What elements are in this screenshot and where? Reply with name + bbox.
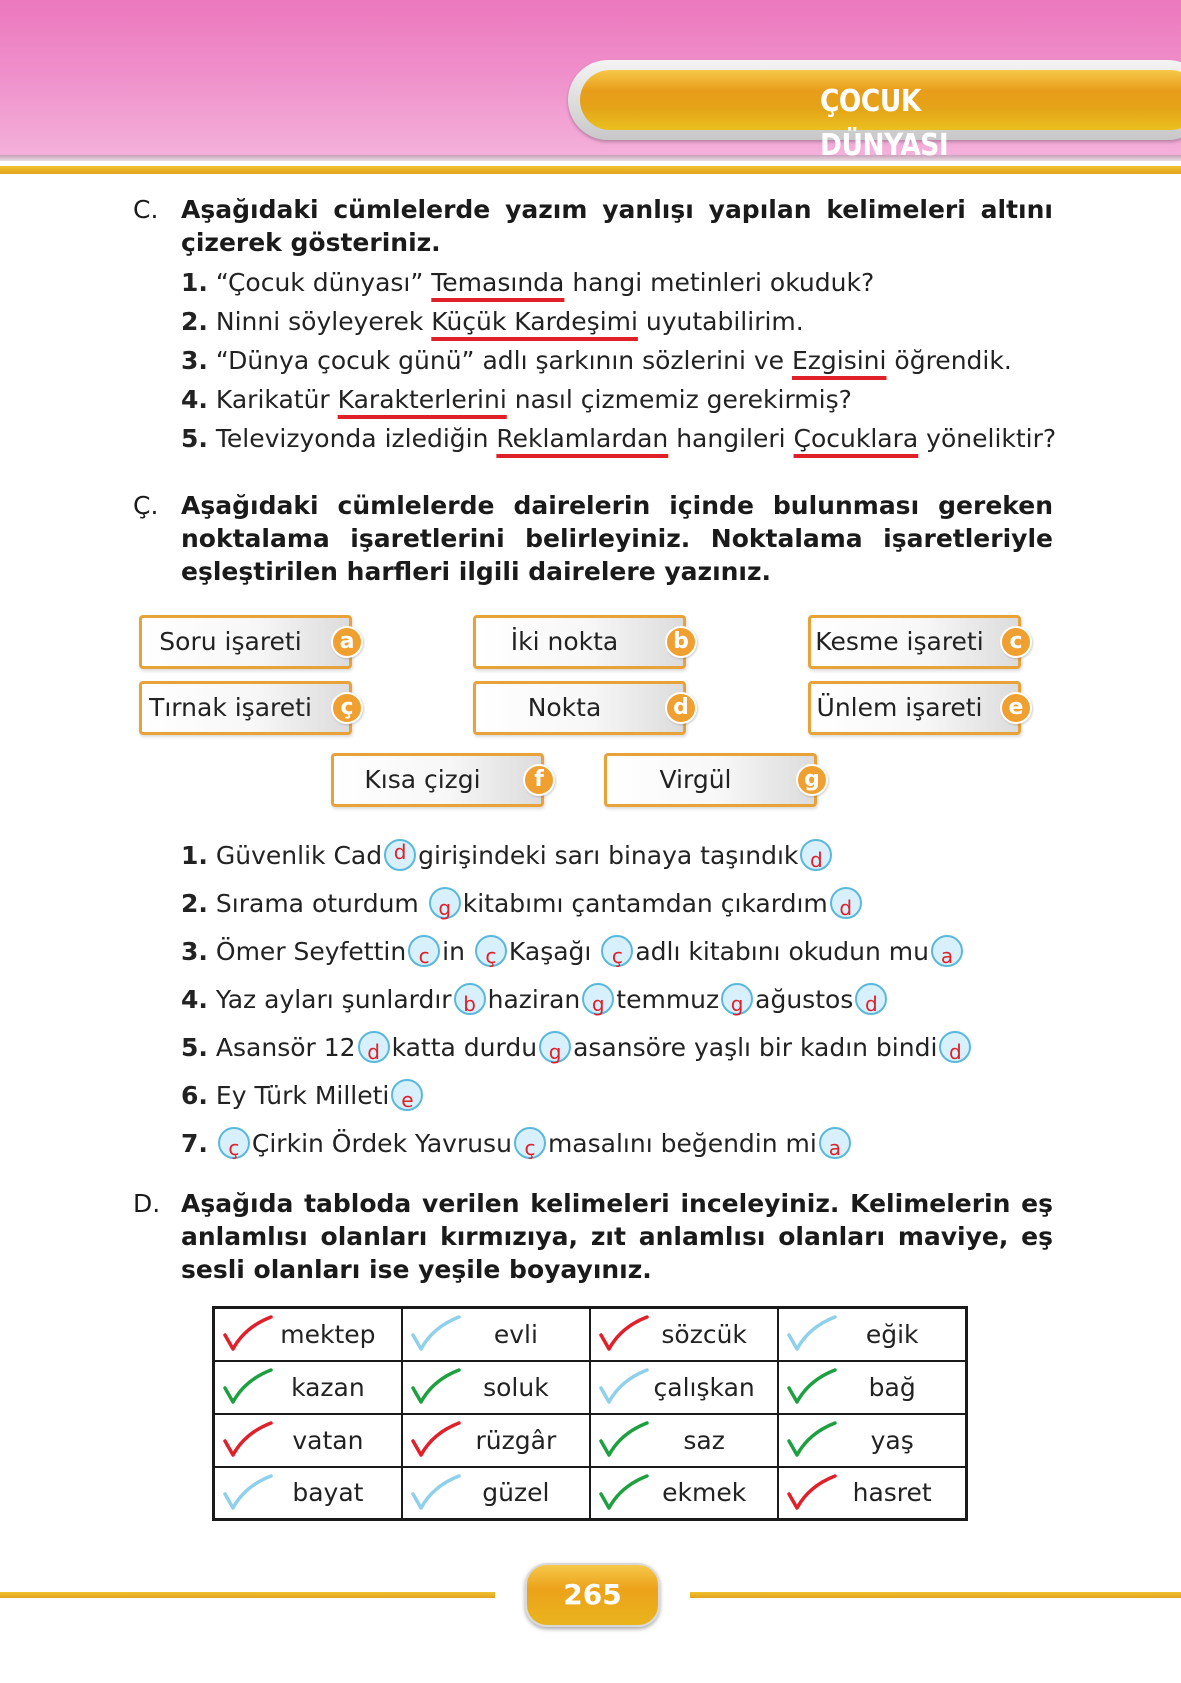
word-text: hasret (852, 1478, 932, 1508)
answer-circle[interactable]: a (931, 935, 963, 967)
answer-circle[interactable]: b (454, 983, 486, 1015)
answer-circle[interactable]: d (384, 839, 416, 871)
word-cell[interactable] (402, 1361, 590, 1414)
answer-circle[interactable]: g (429, 887, 461, 919)
sentence-item (133, 1072, 1053, 1120)
check-mark-icon (409, 1366, 463, 1408)
card-label: Soru işareti (159, 627, 302, 656)
underlined-word: Ezgisini (791, 346, 887, 375)
item-text: yöneliktir? (918, 424, 1057, 453)
answer-circle[interactable]: ç (514, 1127, 546, 1159)
word-cell[interactable] (590, 1308, 778, 1361)
item-number: 3. (181, 346, 208, 375)
card-label: Kesme işareti (815, 627, 984, 656)
list-item (133, 302, 1053, 341)
word-cell[interactable] (590, 1467, 778, 1520)
check-mark-icon (409, 1419, 463, 1461)
word-text: bağ (868, 1372, 916, 1402)
word-cell[interactable] (778, 1467, 966, 1520)
sentence-item (133, 880, 1053, 928)
unit-title: ÇOCUK DÜNYASI (820, 84, 949, 163)
answer-circle[interactable]: ç (475, 935, 507, 967)
sentence-text: Güvenlik Cad (215, 841, 383, 870)
answer-circle[interactable]: a (819, 1127, 851, 1159)
word-text: vatan (292, 1425, 364, 1455)
word-text: ekmek (662, 1478, 747, 1508)
answer-circle[interactable]: ç (601, 935, 633, 967)
instruction-text: Aşağıda tabloda verilen kelimeleri inceleyiniz. Kelimelerin eş anlamlısı olanları kırmızıya, zıt anlamlısı olanları maviye, eş sesli olanları ise yeşile boyayınız. (181, 1189, 1053, 1284)
word-cell[interactable] (214, 1361, 402, 1414)
word-cell[interactable] (590, 1414, 778, 1467)
word-text: soluk (483, 1372, 549, 1402)
check-mark-icon (221, 1419, 275, 1461)
item-text: “Çocuk dünyası” (215, 268, 432, 297)
punctuation-card (473, 681, 689, 735)
sentence-text: kitabımı çantamdan çıkardım (462, 889, 828, 918)
check-mark-icon (597, 1419, 651, 1461)
word-text: çalışkan (653, 1372, 755, 1402)
sentence-text: Kaşağı (508, 937, 600, 966)
check-mark-icon (785, 1472, 839, 1514)
letter-badge: f (523, 764, 555, 796)
answer-circle[interactable]: e (391, 1079, 423, 1111)
item-number: 7. (181, 1129, 208, 1158)
punctuation-sentences (133, 832, 1053, 1168)
item-text: “Dünya çocuk günü” adlı şarkının sözlerini ve (215, 346, 792, 375)
answer-circle[interactable]: d (830, 887, 862, 919)
sentence-text: asansöre yaşlı bir kadın bindi (573, 1033, 938, 1062)
item-text: Ninni söyleyerek (215, 307, 432, 336)
footer-line-left (0, 1592, 495, 1598)
list-item (133, 341, 1053, 380)
word-text: eğik (865, 1319, 919, 1349)
word-text: bayat (292, 1478, 364, 1508)
header-divider-gold (0, 166, 1181, 174)
item-number: 1. (181, 268, 208, 297)
sentence-item (133, 1120, 1053, 1168)
item-number: 1. (181, 841, 208, 870)
item-text: hangi metinleri okuduk? (564, 268, 875, 297)
letter-badge: e (1000, 692, 1032, 724)
answer-circle[interactable]: d (800, 839, 832, 871)
card-label: İki nokta (510, 627, 619, 656)
word-text: saz (683, 1425, 725, 1455)
item-text: hangileri (668, 424, 794, 453)
punctuation-card (331, 753, 544, 807)
check-mark-icon (785, 1366, 839, 1408)
word-cell[interactable] (778, 1308, 966, 1361)
underlined-word: Küçük Kardeşimi (431, 307, 638, 336)
underlined-word: Reklamlardan (496, 424, 669, 453)
sentence-item (133, 832, 1053, 880)
section-c-instruction (133, 193, 1053, 259)
card-label: Virgül (659, 765, 732, 794)
sentence-item (133, 1024, 1053, 1072)
item-text: Televizyonda izlediğin (215, 424, 497, 453)
table-row (214, 1414, 967, 1467)
word-cell[interactable] (214, 1467, 402, 1520)
answer-circle[interactable]: g (539, 1031, 571, 1063)
check-mark-icon (597, 1472, 651, 1514)
answer-circle[interactable]: d (358, 1031, 390, 1063)
word-cell[interactable] (214, 1308, 402, 1361)
letter-badge: c (1000, 626, 1032, 658)
item-text: Karikatür (215, 385, 338, 414)
check-mark-icon (221, 1472, 275, 1514)
item-text: nasıl çizmemiz gerekirmiş? (506, 385, 852, 414)
punctuation-card (808, 615, 1021, 669)
section-letter: D. (133, 1189, 161, 1218)
underlined-word: Çocuklara (793, 424, 919, 453)
item-number: 2. (181, 307, 208, 336)
word-cell[interactable] (590, 1361, 778, 1414)
check-mark-icon (409, 1472, 463, 1514)
sentence-text: haziran (487, 985, 581, 1014)
instruction-text: Aşağıdaki cümlelerde yazım yanlışı yapılan kelimeleri altını çizerek gösteriniz. (181, 195, 1053, 257)
sentence-text: temmuz (616, 985, 720, 1014)
sentence-text: Çirkin Ördek Yavrusu (251, 1129, 512, 1158)
sentence-item (133, 928, 1053, 976)
item-number: 5. (181, 1033, 208, 1062)
letter-badge: ç (331, 692, 363, 724)
word-text: güzel (482, 1478, 550, 1508)
item-number: 5. (181, 424, 208, 453)
check-mark-icon (597, 1366, 651, 1408)
word-text: kazan (291, 1372, 365, 1402)
letter-badge: g (796, 764, 828, 796)
table-row (214, 1467, 967, 1520)
word-text: rüzgâr (475, 1425, 557, 1455)
word-cell[interactable] (778, 1361, 966, 1414)
letter-badge: a (331, 626, 363, 658)
section-letter: Ç. (133, 491, 159, 520)
sentence-text: adlı kitabını okudun mu (635, 937, 929, 966)
word-cell[interactable] (402, 1308, 590, 1361)
page-number: 265 (563, 1578, 622, 1611)
word-text: yaş (870, 1425, 914, 1455)
check-mark-icon (221, 1313, 275, 1355)
check-mark-icon (597, 1313, 651, 1355)
word-cell[interactable] (778, 1414, 966, 1467)
section-d (133, 1187, 1053, 1286)
card-label: Tırnak işareti (149, 693, 312, 722)
list-item (133, 380, 1053, 419)
item-number: 3. (181, 937, 208, 966)
section-letter: C. (133, 195, 159, 224)
answer-circle[interactable]: d (939, 1031, 971, 1063)
instruction-text: Aşağıdaki cümlelerde dairelerin içinde bulunması gereken noktalama işaretlerini belirleyiniz. Noktalama işaretleriyle eşleştirilen harfleri ilgili dairelere yazınız. (181, 491, 1053, 586)
item-number: 6. (181, 1081, 208, 1110)
section-c (133, 193, 1057, 458)
punctuation-card (139, 681, 352, 735)
card-label: Kısa çizgi (364, 765, 481, 794)
underlined-word: Temasında (431, 268, 565, 297)
answer-circle[interactable]: g (721, 983, 753, 1015)
sentence-text: ağustos (755, 985, 854, 1014)
answer-circle[interactable]: d (855, 983, 887, 1015)
sentence-text: girişindeki sarı binaya taşındık (418, 841, 799, 870)
punctuation-card (808, 681, 1024, 735)
word-cell[interactable] (214, 1414, 402, 1467)
punctuation-sentences-container (133, 832, 1053, 1168)
sentence-text: Ömer Seyfettin (215, 937, 407, 966)
letter-badge: d (665, 692, 697, 724)
word-cell[interactable] (402, 1467, 590, 1520)
footer-line-right (690, 1592, 1181, 1598)
check-mark-icon (409, 1313, 463, 1355)
sentence-item (133, 976, 1053, 1024)
underlined-word: Karakterlerini (337, 385, 507, 414)
item-text: uyutabilirim. (637, 307, 804, 336)
word-text: evli (493, 1319, 538, 1349)
list-item (133, 419, 1057, 458)
word-text: mektep (280, 1319, 376, 1349)
page-number-badge (525, 1563, 660, 1627)
table-row (214, 1361, 967, 1414)
card-label: Nokta (527, 693, 602, 722)
sentence-text: Ey Türk Milleti (215, 1081, 390, 1110)
words-table (212, 1306, 968, 1521)
section-d-instruction (133, 1187, 1053, 1286)
answer-circle[interactable]: ç (218, 1127, 250, 1159)
list-item (133, 263, 1053, 302)
section-cc (133, 489, 1053, 588)
word-cell[interactable] (402, 1414, 590, 1467)
check-mark-icon (221, 1366, 275, 1408)
section-cc-instruction (133, 489, 1053, 588)
item-number: 2. (181, 889, 208, 918)
answer-circle[interactable]: c (408, 935, 440, 967)
item-text: öğrendik. (886, 346, 1012, 375)
spelling-items (133, 263, 1057, 458)
item-number: 4. (181, 385, 208, 414)
answer-circle[interactable]: g (582, 983, 614, 1015)
punctuation-card (604, 753, 820, 807)
word-text: sözcük (661, 1319, 747, 1349)
sentence-text: katta durdu (391, 1033, 538, 1062)
card-label: Ünlem işareti (816, 693, 983, 722)
table-row (214, 1308, 967, 1361)
punctuation-card (473, 615, 689, 669)
letter-badge: b (665, 626, 697, 658)
sentence-text: Sırama oturdum (215, 889, 427, 918)
check-mark-icon (785, 1419, 839, 1461)
sentence-text: in (442, 937, 473, 966)
punctuation-card (139, 615, 355, 669)
sentence-text: Asansör 12 (215, 1033, 356, 1062)
item-number: 4. (181, 985, 208, 1014)
check-mark-icon (785, 1313, 839, 1355)
sentence-text: Yaz ayları şunlardır (215, 985, 452, 1014)
sentence-text: masalını beğendin mi (547, 1129, 817, 1158)
